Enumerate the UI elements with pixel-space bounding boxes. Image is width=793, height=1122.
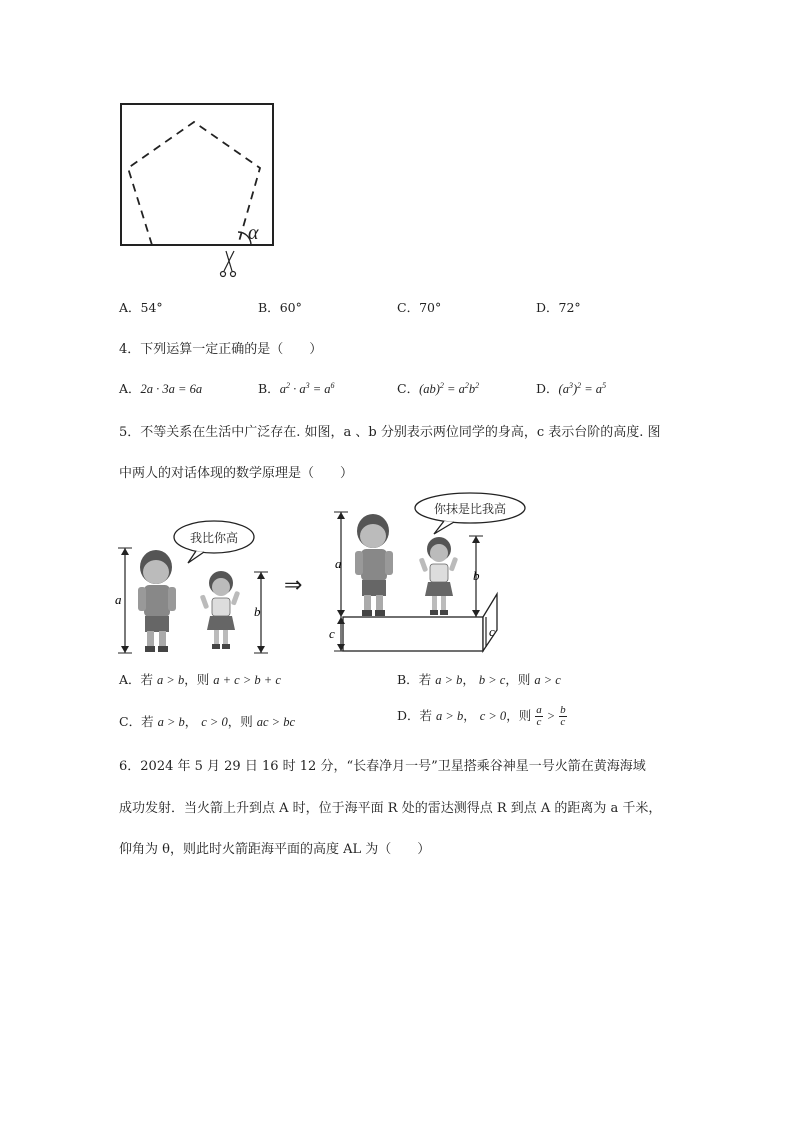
implies-arrow-icon: ⇒ <box>284 573 303 598</box>
arrow-head <box>472 610 480 617</box>
math-expression: b > c <box>478 673 506 687</box>
q5-option-b: B．若 a > b， b > c，则 a > c <box>397 672 561 687</box>
option-letter: D． <box>536 381 559 396</box>
q3-figure <box>110 95 290 280</box>
arrow-head <box>121 646 129 653</box>
boy-figure <box>355 514 393 616</box>
step-side <box>483 594 497 651</box>
girl-figure <box>419 537 458 615</box>
option-value: 72° <box>558 300 581 315</box>
bubble-tail <box>434 521 454 534</box>
math-expression: c > 0 <box>479 709 507 723</box>
bubble-right-text: 你抹是比我高 <box>433 502 507 516</box>
then-word: 则 <box>196 672 210 687</box>
arrow-head <box>257 646 265 653</box>
q3-option-a <box>119 298 163 316</box>
q5-stem-line2: 中两人的对话体现的数学原理是（ ） <box>119 466 354 481</box>
math-expression: a > b <box>157 673 185 687</box>
option-letter: D． <box>536 300 559 315</box>
math-expression: a > b <box>436 709 464 723</box>
q3-option-c <box>397 298 441 316</box>
math-expression: 2a · 3a = 6a <box>140 382 203 396</box>
q5-figure-left <box>112 515 282 660</box>
scissors-icon <box>221 251 236 277</box>
arrow-head <box>337 512 345 519</box>
q6-line1: 6．2024 年 5 月 29 日 16 时 12 分，“长春净月一号”卫星搭乘谷神星一号火箭在黄海海域 <box>119 759 646 774</box>
bubble-left-text: 我比你高 <box>189 531 239 545</box>
fraction-a-over-c: $\frac{a}{c}$ <box>536 704 542 728</box>
math-expression: a > c <box>534 673 561 687</box>
arrow-head <box>121 548 129 555</box>
q4-option-b <box>258 379 335 397</box>
q4-option-d <box>536 379 606 397</box>
q4-option-a <box>119 379 202 397</box>
q6-line2: 成功发射．当火箭上升到点 A 时，位于海平面 R 处的雷达测得点 R 到点 A 的距离为 a 千米， <box>119 801 662 816</box>
math-expression: $a^2 \cdot a^3 = a^6$ <box>279 380 335 396</box>
arrow-head <box>337 610 345 617</box>
math-expression: $(ab)^2 = a^2b^2$ <box>419 380 480 396</box>
math-expression: a > b <box>435 673 463 687</box>
label-c-right: c <box>329 626 335 641</box>
bubble-tail <box>188 551 204 563</box>
option-letter: D． <box>397 708 420 723</box>
label-a-left: a <box>115 592 122 607</box>
option-letter: C． <box>397 300 420 315</box>
then-word: 则 <box>240 714 253 729</box>
then-word: 则 <box>517 672 531 687</box>
label-a-right: a <box>335 556 342 571</box>
fraction-b-over-c: $\frac{b}{c}$ <box>560 704 566 728</box>
q3-option-d <box>536 298 581 316</box>
option-letter: B． <box>258 300 280 315</box>
label-b-right: b <box>473 568 480 583</box>
q5-figure-right <box>326 490 536 660</box>
q5-stem-line1: 5．不等关系在生活中广泛存在. 如图，a 、b 分别表示两位同学的身高，c 表示台阶的高度. 图 <box>119 425 661 440</box>
if-word: 若 <box>419 708 433 723</box>
step-platform <box>343 617 483 651</box>
q5-option-d: D．若 a > b， c > 0，则 $\frac{a}{c}$ > $\frac{b}{c}$ <box>397 704 566 728</box>
if-word: 若 <box>418 672 432 687</box>
option-value: 70° <box>419 300 442 315</box>
q3-option-b <box>258 298 302 316</box>
option-letter: A． <box>119 381 141 396</box>
arrow-head <box>472 536 480 543</box>
option-value: 60° <box>279 300 302 315</box>
option-letter: A． <box>119 672 141 687</box>
q5-option-c: C．若 a > b， c > 0，则 ac > bc <box>119 714 296 729</box>
q6-line3: 仰角为 θ，则此时火箭距海平面的高度 AL 为（ ） <box>119 842 431 857</box>
label-b-left: b <box>254 604 261 619</box>
q4-option-c <box>397 379 479 397</box>
girl-figure <box>200 571 240 649</box>
option-letter: B． <box>258 381 280 396</box>
q5-option-a: A．若 a > b，则 a + c > b + c <box>119 672 281 687</box>
dashed-pentagon <box>128 122 260 245</box>
option-letter: A． <box>119 300 141 315</box>
angle-alpha-label: α <box>248 222 259 244</box>
math-expression: a > b <box>157 715 185 729</box>
math-expression: c > 0 <box>201 715 228 729</box>
math-expression: a + c > b + c <box>213 673 281 687</box>
if-word: 若 <box>141 714 154 729</box>
option-letter: C． <box>119 714 142 729</box>
if-word: 若 <box>140 672 154 687</box>
arrow-head <box>257 572 265 579</box>
q4-stem: 4．下列运算一定正确的是（ ） <box>119 342 323 357</box>
option-value: 54° <box>140 300 163 315</box>
math-expression: $(a^3)^2 = a^5$ <box>558 380 607 396</box>
label-c-right-side: c <box>489 624 495 639</box>
option-letter: B． <box>397 672 419 687</box>
then-word: 则 <box>518 708 532 723</box>
gt-sign: > <box>546 709 556 723</box>
math-expression: ac > bc <box>256 715 296 729</box>
boy-figure <box>138 550 176 652</box>
option-letter: C． <box>397 381 420 396</box>
